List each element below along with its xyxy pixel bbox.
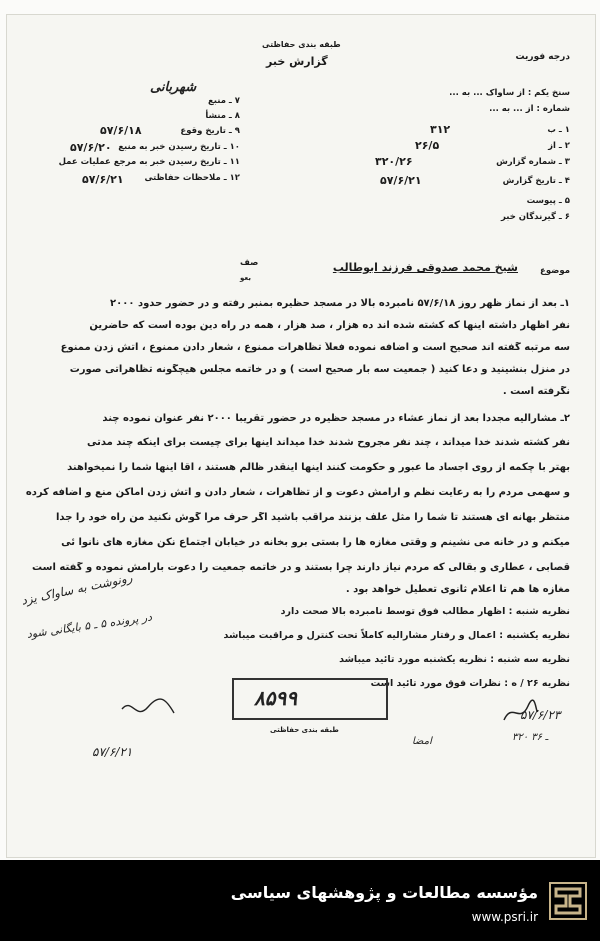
footer-website-link[interactable]: www.psri.ir xyxy=(471,910,538,924)
right-field-from: ۲ ـ از xyxy=(548,141,570,151)
right-field-b: ۱ ـ ب xyxy=(547,125,570,135)
opinion-final: نظریه ۲۶ / ه : نظرات فوق مورد تائید است xyxy=(370,678,570,689)
registration-stamp xyxy=(232,678,388,720)
department-label: طبقه بندی حفاظتی xyxy=(262,40,341,49)
handwritten-note-1: رونوشت به ساواک یزد xyxy=(20,570,134,608)
doc-type-title: گزارش خبر xyxy=(266,55,328,68)
right-field-attachment: ۵ ـ پیوست xyxy=(526,196,570,206)
footer-institute-name: مؤسسه مطالعات و پژوهشهای سیاسی xyxy=(230,883,538,902)
opinion-tuesday: نظریه سه شنبه : نظریه یکشنبه مورد تائید میباشد xyxy=(339,654,570,665)
institute-logo xyxy=(549,882,587,920)
subject-margin-top: صف xyxy=(240,258,259,268)
body-line: قصابی ، عطاری و بقالی که مردم نیاز دارند چرا بستند و در خاتمه جمعیت را دعوت بآرامش نموده و گفته است xyxy=(32,562,570,573)
left-field-to-ops-date: ۱۱ ـ تاریخ رسیدن خبر به مرجع عملیات عمل xyxy=(58,157,240,167)
report-date-value: ۵۷/۶/۲۱ xyxy=(380,174,422,187)
logo-knot-icon xyxy=(551,884,585,918)
from-number-value: ۲۶/۵ xyxy=(415,139,440,152)
subject-margin-bottom: بعو xyxy=(240,274,251,282)
left-field-to-source-date: ۱۰ ـ تاریخ رسیدن خبر به منبع xyxy=(118,142,240,152)
subject-label: موضوع xyxy=(540,266,570,276)
signature-right-date: ۵۷/۶/۲۳ xyxy=(520,708,561,722)
left-field-security-notes: ۱۲ ـ ملاحظات حفاظتی xyxy=(144,173,240,183)
left-field-source: ۷ ـ منبع xyxy=(207,96,240,106)
opinion-sunday: نظریه یکشنبه : اعمال و رفتار مشارالیه کاملاً تحت کنترل و مراقبت میباشد xyxy=(223,630,570,641)
body-line: نگرفته است . xyxy=(502,386,570,397)
signature-left-scribble xyxy=(118,695,178,725)
body-line: مغازه ها هم تا اعلام ثانوی تعطیل خواهد بود . xyxy=(345,584,570,595)
signature-right-code: ۳۲۰ ـ ۳۶ xyxy=(512,732,549,743)
stamp-caption: طبقه بندی حفاظتی xyxy=(270,726,339,734)
body-line: نفر کشته شدند خدا میداند ، چند نفر مجروح شدند خدا میداند اینها برای چیست برای اینکه چند مدتی xyxy=(86,437,570,448)
body-line: بهتر با چکمه از روی اجساد ما عبور و حکومت کنند اینها اینقدر ظالم هستند ، آقا اینها شما را نمیخواهند xyxy=(67,462,570,473)
body-line: نفر اظهار داشته اینها که کشته شده اند ده هزار ، صد هزار ، همه در راه دین بوده است که حاضرین xyxy=(89,320,570,331)
opinion-saturday: نظریه شنبه : اظهار مطالب فوق توسط نامبرده بالا صحت دارد xyxy=(280,606,570,617)
subject-text: شیخ محمد صدوقی فرزند ابوطالب xyxy=(332,261,518,274)
left-field-occurrence-date: ۹ ـ تاریخ وقوع xyxy=(180,126,240,136)
handwritten-note-2: در پرونده ۵ ـ ۵ بایگانی شود xyxy=(26,610,153,641)
right-field-number: شماره : از ... به ... xyxy=(489,104,570,114)
body-line: و سهمی مردم را به رعایت نظم و آرامش دعوت و از تظاهرات ، شعار دادن و آتش زدن اماکن منع و اضافه کرده xyxy=(25,487,570,498)
right-field-recipients: ۶ ـ گیرندگان خبر xyxy=(500,212,570,222)
body-line: سه مرتبه گفته اند صحیح است و اضافه نموده فعلاً تظاهرات ممنوع ، شعار دادن ممنوع ، آتش زدن ممنوع xyxy=(60,342,570,353)
signature-middle: امضا xyxy=(412,736,432,747)
body-line: در منزل بنشینید و دعا کنید ( جمعیت سه بار صحیح است ) و در خاتمه مجلس هیچگونه تظاهراتی صورت xyxy=(69,364,570,375)
occurrence-date-value: ۵۷/۶/۱۸ xyxy=(100,124,142,137)
body-line: ۲ـ مشارالیه مجدداً بعد از نماز عشاء در مسجد حظیره در حضور تقریباً ۲۰۰۰ نفر عنوان نموده چند xyxy=(102,413,570,424)
report-number-value: ۳۲۰/۲۶ xyxy=(375,155,413,168)
to-ops-date-value: ۵۷/۶/۲۱ xyxy=(82,173,124,186)
right-field-report-date: ۴ ـ تاریخ گزارش xyxy=(502,176,570,186)
priority-label: درجه فوریت xyxy=(515,52,570,62)
body-line: ۱ـ بعد از نماز ظهر روز ۵۷/۶/۱۸ نامبرده بالا در مسجد حظیره بمنبر رفته و در حضور حدود ۲۰۰۰ xyxy=(110,298,570,309)
left-field-origin: ۸ ـ منشأ xyxy=(205,111,240,121)
body-line: منتظر بهانه ای هستند تا شما را مثل علف بزنند مراقب باشید اگر حرف مرا گوش نکنید من راه خود را جدا xyxy=(56,512,570,523)
b-number-value: ۳۱۲ xyxy=(430,123,451,136)
right-field-copy: سنخ یکم : از ساواک ... به ... xyxy=(449,88,570,98)
to-source-date-value: ۵۷/۶/۲۰ xyxy=(70,141,112,154)
body-line: میکنم و در خانه می نشینم و وقتی مغازه ها را بستی برو بخانه در خیابان اجتماع نکن مغازه های نانوا ئی xyxy=(61,537,570,548)
handwritten-date-left: ۵۷/۶/۲۱ xyxy=(92,745,133,759)
stamp-number: ۸۵۹۹ xyxy=(254,686,297,710)
top-left-handwritten: شهربانی xyxy=(150,80,197,95)
signature-right-scribble xyxy=(500,698,540,728)
right-field-report-number: ۳ ـ شماره گزارش xyxy=(496,157,570,167)
